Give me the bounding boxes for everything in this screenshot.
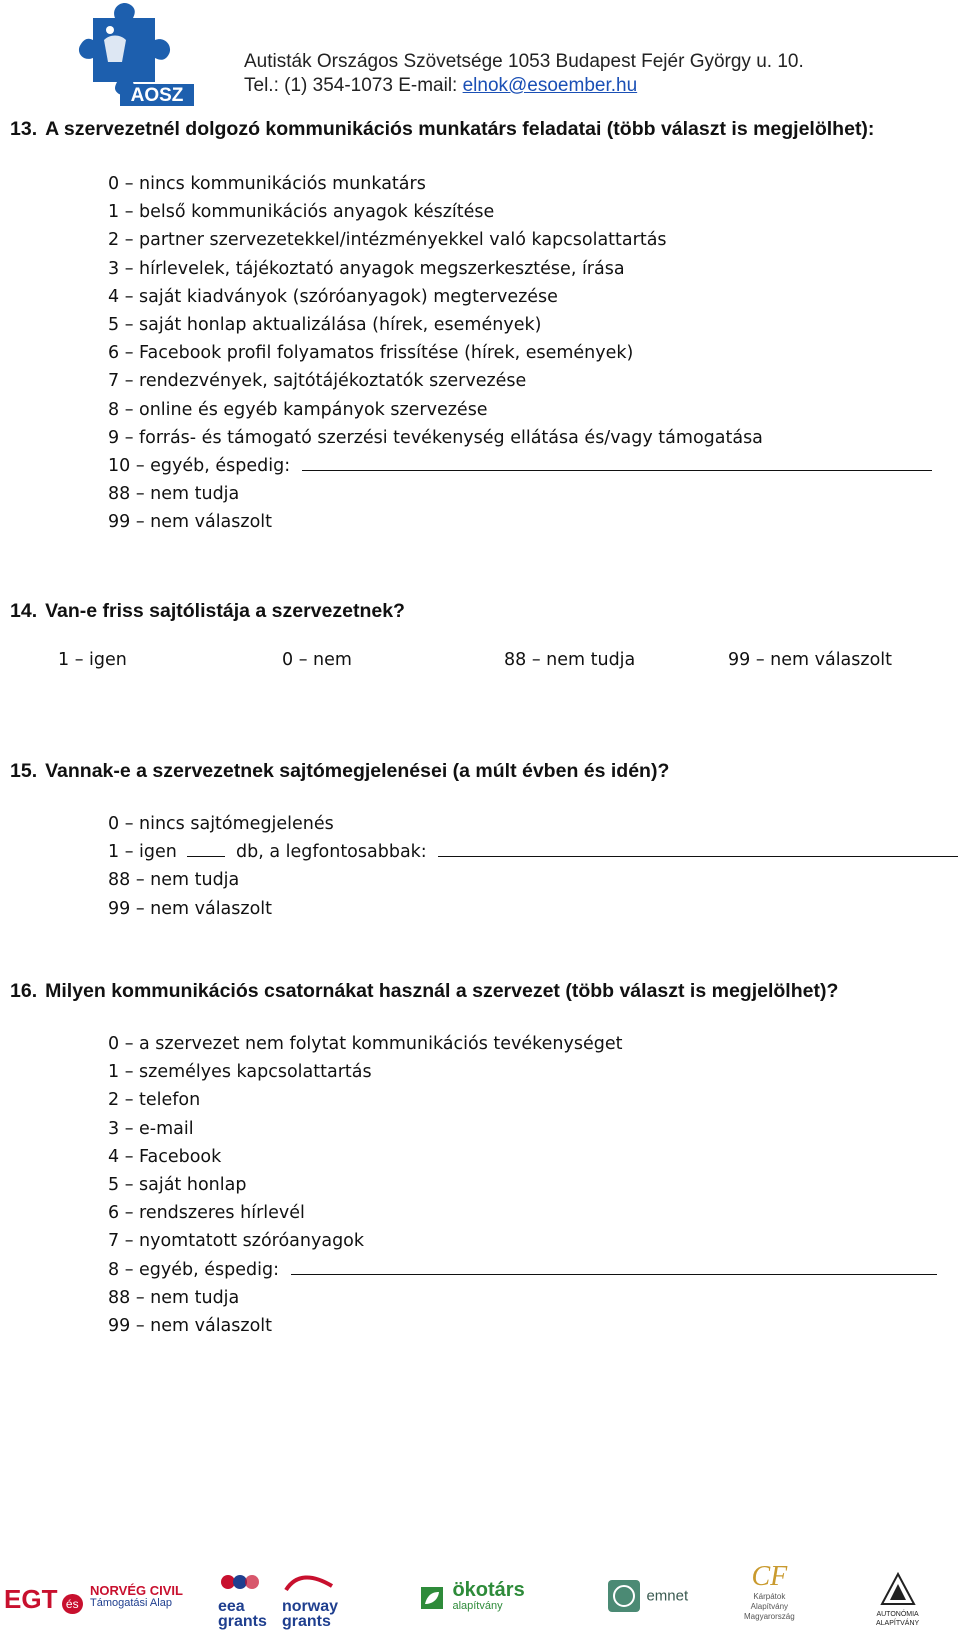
list-item[interactable]: 99 – nem válaszolt [108,898,273,919]
question-15-options [108,810,958,923]
question-14-title: 14. Van-e friss sajtólistája a szervezetnek? [10,600,405,622]
list-item[interactable]: 88 – nem tudja [108,1287,240,1308]
list-item[interactable]: 4 – saját kiadványok (szóróanyagok) megtervezése [108,286,558,307]
org-header [244,50,804,98]
list-item[interactable]: 6 – rendszeres hírlevél [108,1203,305,1224]
list-item[interactable]: 99 – nem válaszolt [108,512,273,533]
list-item[interactable]: 6 – Facebook profil folyamatos frissítése (hírek, események) [108,343,634,364]
emnet-logo: emnet [606,1578,688,1614]
question-14-options [58,650,918,678]
org-address: Autisták Országos Szövetsége 1053 Budapest Fejér György u. 10. [244,51,804,72]
carpathian-foundation-logo: CF Kárpátok Alapítvány Magyarország [744,1561,795,1621]
list-item[interactable]: 9 – forrás- és támogató szerzési tevékenység ellátása és/vagy támogatása [108,427,763,448]
aosz-logo [68,0,208,108]
puzzle-logo-icon [68,0,208,108]
list-item-other[interactable]: 8 – egyéb, éspedig: [108,1256,937,1284]
list-item[interactable]: 2 – partner szervezetekkel/intézményekkel való kapcsolattartás [108,230,667,251]
question-16-title: 16. Milyen kommunikációs csatornákat használ a szervezet (több választ is megjelölhet)? [10,980,839,1002]
list-item[interactable]: 2 – telefon [108,1090,201,1111]
list-item[interactable]: 99 – nem válaszolt [108,1315,273,1336]
list-item[interactable]: 3 – hírlevelek, tájékoztató anyagok megszerkesztése, írása [108,258,625,279]
question-13-title: 13. A szervezetnél dolgozó kommunikációs munkatárs feladatai (több választ is megjelölhet): [10,118,875,140]
eea-flag-icon [218,1572,274,1594]
norway-flag-icon [282,1572,338,1594]
other-answer-line[interactable] [291,1256,937,1275]
sponsor-logos [0,1560,960,1638]
list-item[interactable]: 5 – saját honlap [108,1174,247,1195]
list-item[interactable]: 4 – Facebook [108,1146,222,1167]
list-item[interactable]: 88 – nem tudja [108,484,240,505]
question-16-options [108,1030,937,1340]
option-no-answer[interactable]: 99 – nem válaszolt [728,650,893,670]
list-item-other[interactable]: 10 – egyéb, éspedig: [108,452,932,480]
list-item-yes[interactable]: 1 – igen db, a legfontosabbak: [108,838,958,866]
list-item[interactable]: 0 – nincs sajtómegjelenés [108,814,334,834]
question-13-options [108,170,932,536]
list-item[interactable]: 5 – saját honlap aktualizálása (hírek, események) [108,314,542,335]
option-yes[interactable]: 1 – igen [58,650,127,670]
okotars-leaf-icon [420,1586,444,1610]
list-item[interactable]: 8 – online és egyéb kampányok szervezése [108,399,488,420]
autonomia-logo: AUTONÓMIA ALAPÍTVÁNY [876,1570,919,1628]
count-answer-line[interactable] [187,838,225,857]
option-dont-know[interactable]: 88 – nem tudja [504,650,636,670]
list-item[interactable]: 1 – személyes kapcsolattartás [108,1062,372,1083]
main-answer-line[interactable] [438,838,958,857]
list-item[interactable]: 7 – rendezvények, sajtótájékoztatók szervezése [108,371,527,392]
logo-text: AOSZ [130,85,184,106]
option-no[interactable]: 0 – nem [282,650,352,670]
okotars-logo: ökotárs alapítvány [420,1582,525,1614]
norway-grants-logo: norway grants [282,1572,338,1629]
egt-norveg-logo: EGT és [4,1584,83,1615]
eea-grants-logo: eea grants [218,1572,274,1629]
other-answer-line[interactable] [302,452,932,471]
list-item[interactable]: 0 – a szervezet nem folytat kommunikációs tevékenységet [108,1034,623,1054]
autonomia-emblem-icon [878,1570,918,1610]
question-15-title: 15. Vannak-e a szervezetnek sajtómegjelenései (a múlt évben és idén)? [10,760,670,782]
org-contact: Tel.: (1) 354-1073 E-mail: elnok@esoember.hu [244,75,638,96]
list-item[interactable]: 88 – nem tudja [108,870,240,891]
email-link[interactable]: elnok@esoember.hu [462,75,638,96]
emnet-globe-icon [606,1578,642,1614]
norveg-civil-text: NORVÉG CIVIL Támogatási Alap [90,1583,183,1609]
list-item[interactable]: 3 – e-mail [108,1118,194,1139]
list-item[interactable]: 7 – nyomtatott szóróanyagok [108,1231,365,1252]
list-item[interactable]: 1 – belső kommunikációs anyagok készítése [108,202,495,223]
list-item[interactable]: 0 – nincs kommunikációs munkatárs [108,174,426,194]
